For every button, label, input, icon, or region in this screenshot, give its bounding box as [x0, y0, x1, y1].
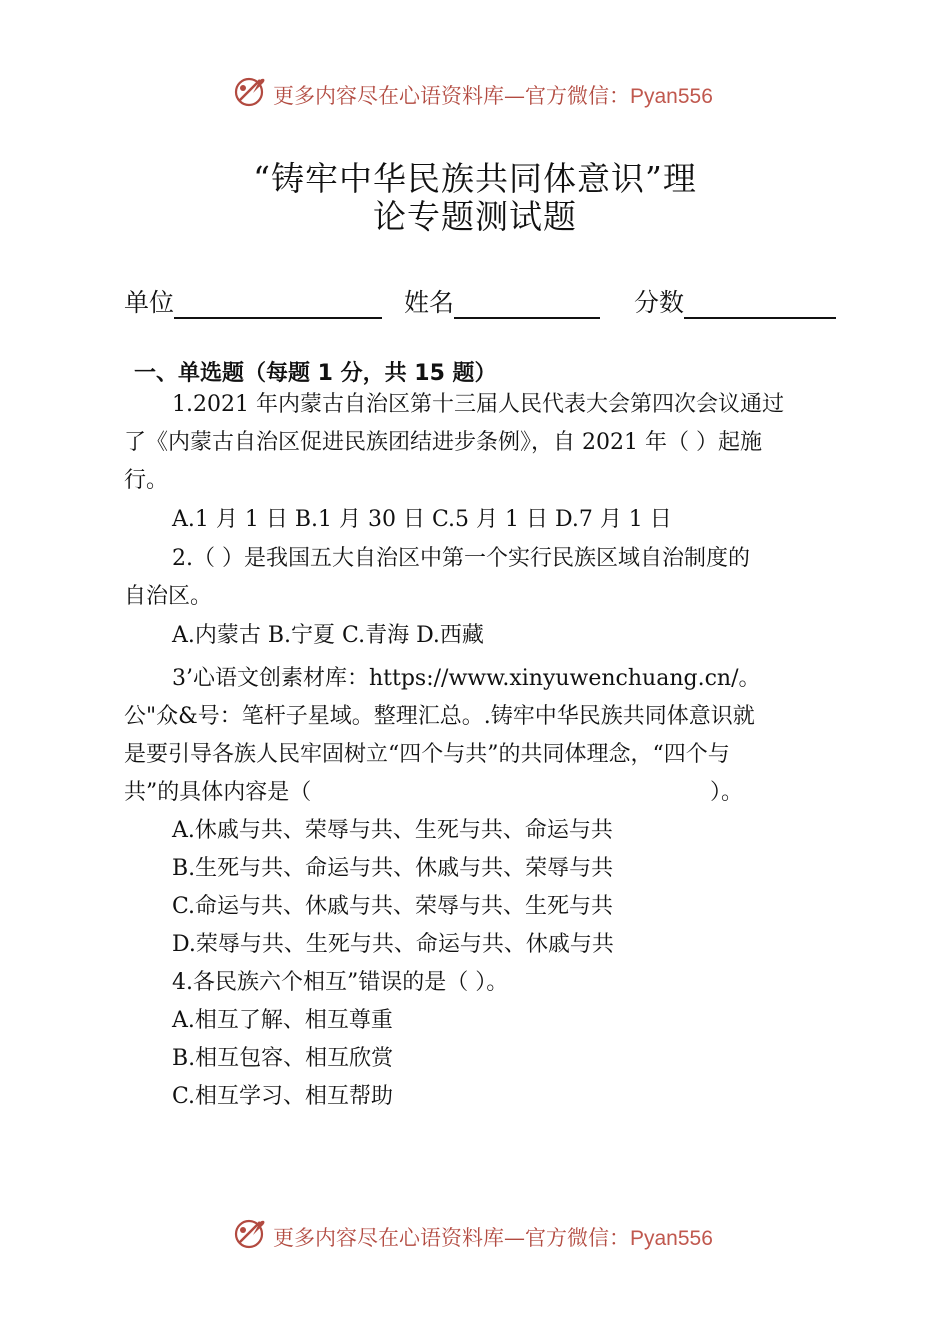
q4-option-a: A.相互了解、相互尊重 — [172, 1008, 393, 1033]
banner-slogan: 更多内容尽在心语资料库 — [273, 84, 504, 108]
q3-line-1: 3’心语文创素材库：https://www.xinyuwenchuang.cn/。 — [172, 666, 761, 691]
title-line-1: “铸牢中华民族共同体意识”理 — [253, 159, 697, 198]
name-field[interactable] — [404, 283, 600, 319]
q3-option-b: B.生死与共、命运与共、休戚与共、荣辱与共 — [172, 856, 614, 881]
name-blank[interactable] — [454, 289, 600, 319]
banner-text — [273, 80, 713, 110]
q2-line-1: 2.（ ）是我国五大自治区中第一个实行民族区域自治制度的 — [172, 546, 750, 571]
section-heading: 一、单选题（每题 1 分，共 15 题） — [134, 361, 497, 386]
q3-option-d: D.荣辱与共、生死与共、命运与共、休戚与共 — [172, 932, 614, 957]
score-label: 分数 — [634, 288, 685, 317]
title-line-2: 论专题测试题 — [373, 197, 577, 236]
banner-separator: — — [504, 84, 525, 108]
unit-blank[interactable] — [174, 289, 382, 319]
info-fields — [124, 283, 844, 319]
banner-slogan: 更多内容尽在心语资料库 — [273, 1226, 504, 1250]
q1-options: A.1 月 1 日 B.1 月 30 日 C.5 月 1 日 D.7 月 1 日 — [172, 507, 672, 532]
banner-separator: — — [504, 1226, 525, 1250]
q4-option-b: B.相互包容、相互欣赏 — [172, 1046, 394, 1071]
q2-line-2: 自治区。 — [124, 584, 213, 609]
q4-line-1: 4.各民族六个相互”错误的是（ ）。 — [172, 970, 509, 995]
unit-field[interactable] — [124, 283, 382, 319]
q4-option-c: C.相互学习、相互帮助 — [172, 1084, 394, 1109]
footer-banner — [0, 1212, 950, 1256]
q1-line-3: 行。 — [124, 468, 169, 493]
q3-line-4-start: 共”的具体内容是（ — [124, 780, 312, 805]
unit-label: 单位 — [124, 288, 175, 317]
q3-option-c: C.命运与共、休戚与共、荣辱与共、生死与共 — [172, 894, 614, 919]
q3-option-a: A.休戚与共、荣辱与共、生死与共、命运与共 — [172, 818, 613, 843]
quill-logo-icon — [233, 1216, 267, 1250]
q2-options: A.内蒙古 B.宁夏 C.青海 D.西藏 — [172, 623, 484, 648]
banner-text — [273, 1222, 713, 1252]
score-field[interactable] — [634, 283, 836, 319]
q1-line-2: 了《内蒙古自治区促进民族团结进步条例》，自 2021 年（ ）起施 — [124, 430, 762, 455]
banner-wechat-label: 官方微信： — [525, 84, 630, 108]
quill-logo-icon — [233, 74, 267, 108]
name-label: 姓名 — [404, 288, 455, 317]
banner-wechat-label: 官方微信： — [525, 1226, 630, 1250]
q3-line-4-end: ）。 — [710, 780, 744, 805]
header-banner — [0, 70, 950, 114]
banner-wechat-id: Pyan556 — [630, 1227, 713, 1250]
q3-line-2: 公"众&号：笔杆子星域。整理汇总。.铸牢中华民族共同体意识就 — [124, 704, 755, 729]
q1-line-1: 1.2021 年内蒙古自治区第十三届人民代表大会第四次会议通过 — [172, 392, 784, 417]
score-blank[interactable] — [684, 289, 836, 319]
banner-wechat-id: Pyan556 — [630, 85, 713, 108]
page-title — [0, 160, 950, 236]
q3-line-3: 是要引导各族人民牢固树立“四个与共”的共同体理念，“四个与 — [124, 742, 730, 767]
